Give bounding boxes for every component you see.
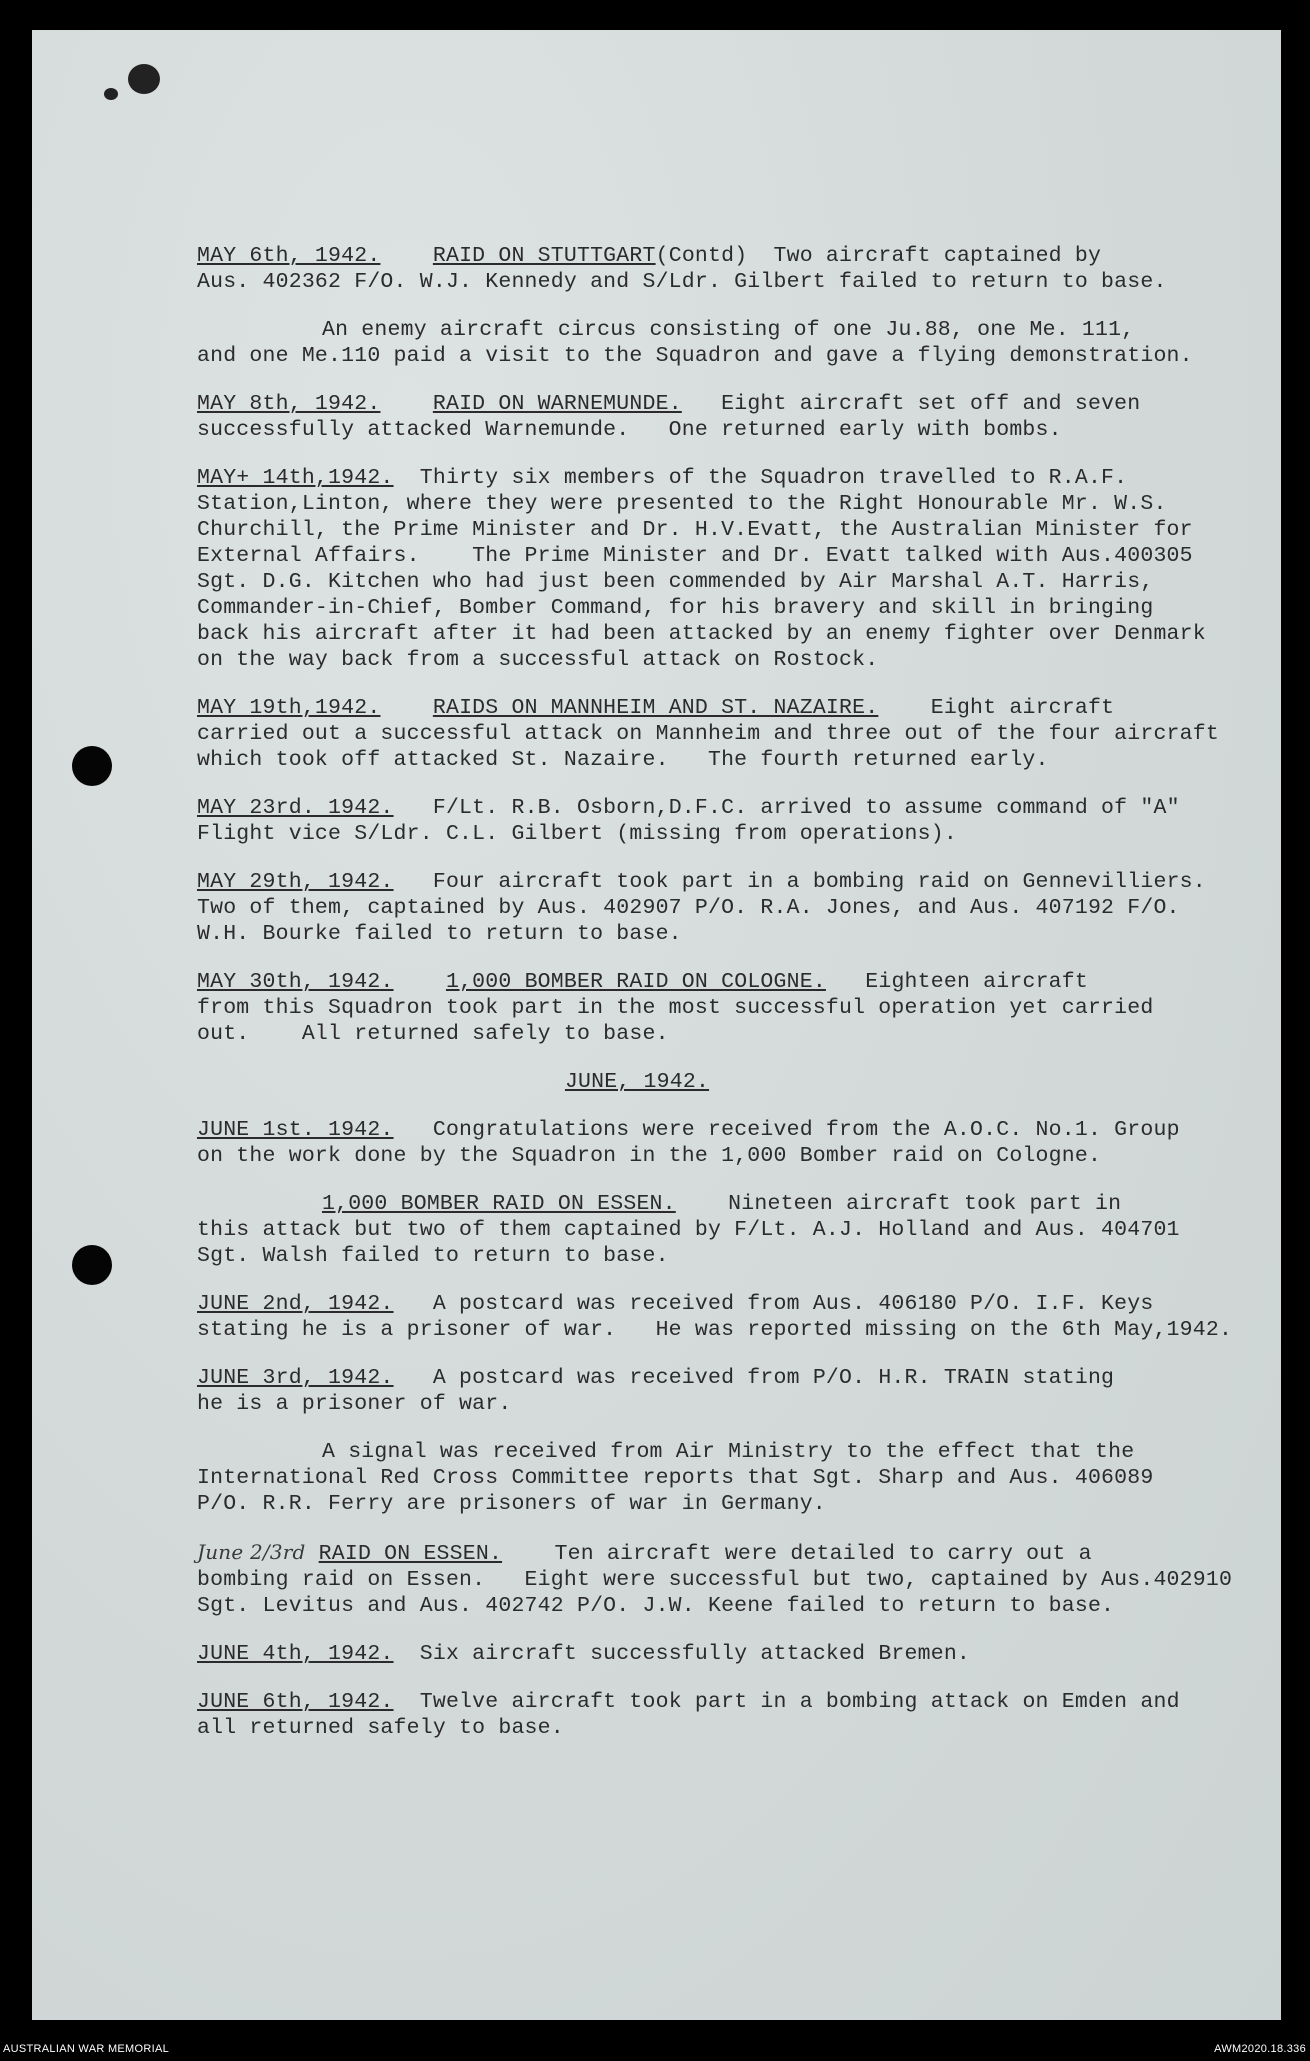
diary-entry (197, 1539, 1277, 1619)
entry-text: F/Lt. R.B. Osborn,D.F.C. arrived to assume command of "A" (393, 796, 1180, 820)
diary-entry (197, 1117, 1277, 1169)
entry-line: W.H. Bourke failed to return to base. (197, 922, 682, 946)
entry-text: (Contd) Two aircraft captained by (655, 244, 1102, 268)
entry-date: JUNE 1st. 1942. (197, 1118, 394, 1142)
entry-text: Eighteen aircraft (825, 970, 1088, 994)
diary-entry (197, 1365, 1277, 1417)
entry-text: Eight aircraft (878, 696, 1115, 720)
entry-line: Sgt. D.G. Kitchen who had just been commended by Air Marshal A.T. Harris, (197, 570, 1154, 594)
raid-title: RAID ON STUTTGART (432, 244, 656, 268)
raid-title: RAIDS ON MANNHEIM AND ST. NAZAIRE. (432, 696, 879, 720)
diary-entry (197, 465, 1277, 673)
entry-text: Six aircraft successfully attacked Bremen. (393, 1642, 971, 1666)
entry-line: External Affairs. The Prime Minister and Dr. Evatt talked with Aus.400305 (197, 544, 1193, 568)
diary-entry (197, 1291, 1277, 1343)
entry-line: bombing raid on Essen. Eight were successful but two, captained by Aus.402910 (197, 1568, 1233, 1592)
entry-line: he is a prisoner of war. (197, 1392, 512, 1416)
entry-date: MAY 23rd. 1942. (197, 796, 394, 820)
entry-text: Nineteen aircraft took part in (675, 1192, 1122, 1216)
entry-line: International Red Cross Committee reports that Sgt. Sharp and Aus. 406089 (197, 1466, 1154, 1490)
entry-text: Four aircraft took part in a bombing raid on Gennevilliers. (393, 870, 1206, 894)
entry-line: Sgt. Walsh failed to return to base. (197, 1244, 669, 1268)
entry-line: all returned safely to base. (197, 1716, 564, 1740)
entry-text: Ten aircraft were detailed to carry out a (502, 1542, 1092, 1566)
entry-line: back his aircraft after it had been attacked by an enemy fighter over Denmark (197, 622, 1206, 646)
entry-line: out. All returned safely to base. (197, 1022, 669, 1046)
entry-line: Station,Linton, where they were presented to the Right Honourable Mr. W.S. (197, 492, 1167, 516)
handwritten-date: June 2/3rd (197, 1540, 306, 1564)
entry-line: Flight vice S/Ldr. C.L. Gilbert (missing from operations). (197, 822, 957, 846)
entry-line: Churchill, the Prime Minister and Dr. H.V.Evatt, the Australian Minister for (197, 518, 1193, 542)
entry-line: carried out a successful attack on Mannheim and three out of the four aircraft (197, 722, 1219, 746)
raid-title: 1,000 BOMBER RAID ON COLOGNE. (445, 970, 826, 994)
entry-line: and one Me.110 paid a visit to the Squadron and gave a flying demonstration. (197, 344, 1193, 368)
entry-text: A postcard was received from P/O. H.R. TRAIN stating (393, 1366, 1115, 1390)
entry-line: from this Squadron took part in the most successful operation yet carried (197, 996, 1154, 1020)
raid-title: RAID ON WARNEMUNDE. (432, 392, 682, 416)
entry-line: An enemy aircraft circus consisting of one Ju.88, one Me. 111, (322, 318, 1135, 342)
diary-entry (197, 243, 1277, 295)
entry-date: MAY 30th, 1942. (197, 970, 394, 994)
entry-text: Thirty six members of the Squadron travelled to R.A.F. (393, 466, 1128, 490)
entry-date: JUNE 6th, 1942. (197, 1690, 394, 1714)
raid-title: RAID ON ESSEN. (318, 1542, 503, 1566)
entry-line: Aus. 402362 F/O. W.J. Kennedy and S/Ldr. Gilbert failed to return to base. (197, 270, 1167, 294)
entry-line: Two of them, captained by Aus. 402907 P/O. R.A. Jones, and Aus. 407192 F/O. (197, 896, 1180, 920)
entry-date: JUNE 3rd, 1942. (197, 1366, 394, 1390)
entry-text: Congratulations were received from the A.O.C. No.1. Group (393, 1118, 1180, 1142)
entry-line: which took off attacked St. Nazaire. The fourth returned early. (197, 748, 1049, 772)
entry-date: MAY 29th, 1942. (197, 870, 394, 894)
entry-heading: 1,000 BOMBER RAID ON ESSEN. (322, 1192, 676, 1216)
diary-entry (197, 969, 1277, 1047)
entry-line: Commander-in-Chief, Bomber Command, for his bravery and skill in bringing (197, 596, 1154, 620)
diary-entry (197, 795, 1277, 847)
entry-line: successfully attacked Warnemunde. One returned early with bombs. (197, 418, 1062, 442)
entry-line: on the work done by the Squadron in the 1,000 Bomber raid on Cologne. (197, 1144, 1102, 1168)
section-heading: JUNE, 1942. (564, 1070, 710, 1094)
entry-text: A postcard was received from Aus. 406180 P/O. I.F. Keys (393, 1292, 1154, 1316)
entry-date: JUNE 4th, 1942. (197, 1642, 394, 1666)
punch-hole-bottom (72, 1245, 112, 1285)
entry-line: A signal was received from Air Ministry to the effect that the (322, 1440, 1135, 1464)
diary-entry (197, 1191, 1277, 1269)
diary-entry (197, 317, 1277, 369)
document-body (197, 243, 1277, 1763)
ink-stain (128, 64, 160, 94)
diary-entry (197, 391, 1277, 443)
entry-line: Sgt. Levitus and Aus. 402742 P/O. J.W. Keene failed to return to base. (197, 1594, 1115, 1618)
entry-line: on the way back from a successful attack on Rostock. (197, 648, 879, 672)
diary-entry (197, 1641, 1277, 1667)
entry-date: MAY 6th, 1942. (197, 244, 381, 268)
entry-line: P/O. R.R. Ferry are prisoners of war in Germany. (197, 1492, 826, 1516)
footer-reference: AWM2020.18.336 (1214, 2043, 1306, 2055)
entry-line: stating he is a prisoner of war. He was reported missing on the 6th May,1942. (197, 1318, 1233, 1342)
diary-entry (197, 695, 1277, 773)
diary-entry (197, 1069, 1277, 1095)
entry-date: MAY 19th,1942. (197, 696, 381, 720)
ink-spot (104, 88, 118, 100)
diary-entry (197, 1439, 1277, 1517)
entry-date: MAY 8th, 1942. (197, 392, 381, 416)
diary-entry (197, 869, 1277, 947)
footer-credit: AUSTRALIAN WAR MEMORIAL (3, 2043, 170, 2055)
diary-entry (197, 1689, 1277, 1741)
entry-date: JUNE 2nd, 1942. (197, 1292, 394, 1316)
document-page (32, 30, 1281, 2020)
entry-line: this attack but two of them captained by F/Lt. A.J. Holland and Aus. 404701 (197, 1218, 1180, 1242)
entry-text: Eight aircraft set off and seven (681, 392, 1141, 416)
entry-date: MAY+ 14th,1942. (197, 466, 394, 490)
punch-hole-top (72, 746, 112, 786)
entry-text: Twelve aircraft took part in a bombing attack on Emden and (393, 1690, 1180, 1714)
